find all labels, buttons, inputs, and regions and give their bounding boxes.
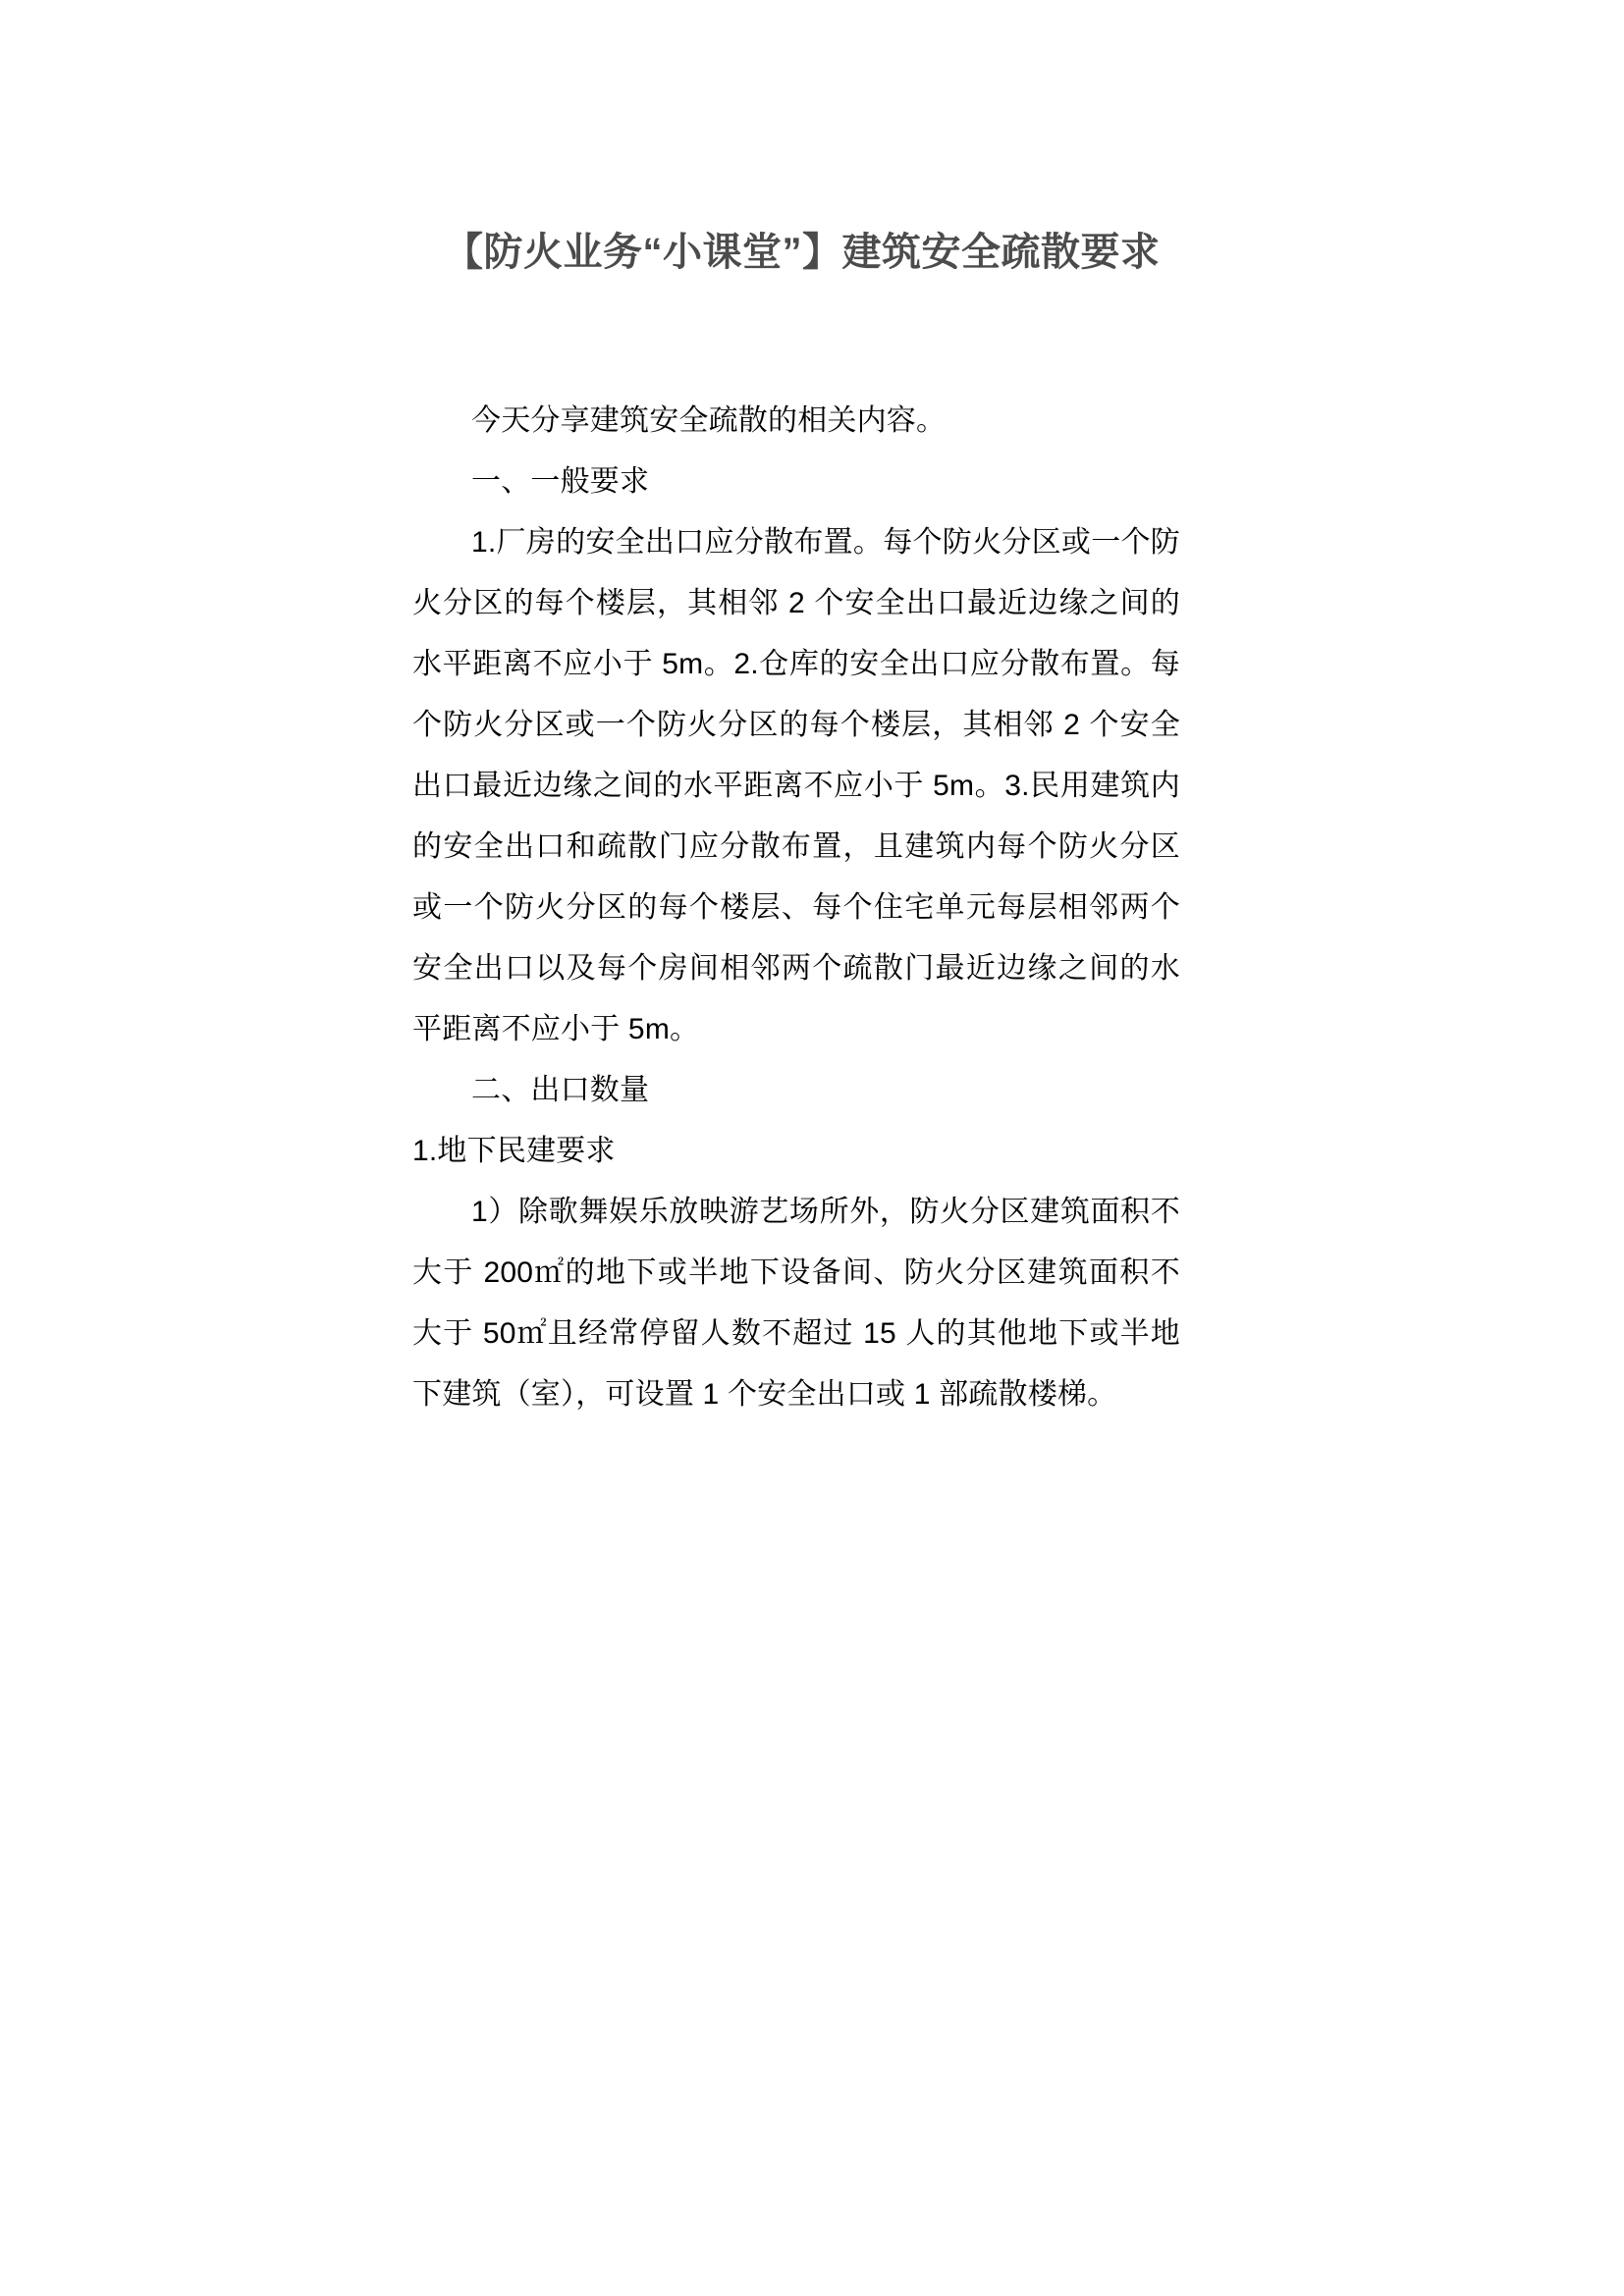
paragraph-underground-civil-item-1: 1）除歌舞娱乐放映游艺场所外，防火分区建筑面积不大于 200㎡的地下或半地下设备间、防火分区建筑面积不大于 50㎡且经常停留人数不超过 15 人的其他地下或半地下建筑（室），可设置 1 个安全出口或 1 部疏散楼梯。 [412, 1196, 1180, 1411]
section-heading-general-requirements: 一、一般要求 [471, 465, 650, 498]
section-heading-exit-quantity: 二、出口数量 [471, 1074, 650, 1106]
page-title: 【防火业务“小课堂”】建筑安全疏散要求 [444, 231, 1161, 274]
paragraph-intro: 今天分享建筑安全疏散的相关内容。 [471, 404, 947, 437]
document-body [412, 391, 1180, 1425]
title-block [444, 226, 1229, 279]
subsection-heading-underground-civil: 1.地下民建要求 [412, 1135, 616, 1167]
paragraph-general-requirements-body: 1.厂房的安全出口应分散布置。每个防火分区或一个防火分区的每个楼层，其相邻 2 个安全出口最近边缘之间的水平距离不应小于 5m。2.仓库的安全出口应分散布置。每个防火分区或一个防火分区的每个楼层，其相邻 2 个安全出口最近边缘之间的水平距离不应小于 5m。3.民用建筑内的安全出口和疏散门应分散布置，且建筑内每个防火分区或一个防火分区的每个楼层、每个住宅单元每层相邻两个安全出口以及每个房间相邻两个疏散门最近边缘之间的水平距离不应小于 5m。 [412, 526, 1180, 1045]
